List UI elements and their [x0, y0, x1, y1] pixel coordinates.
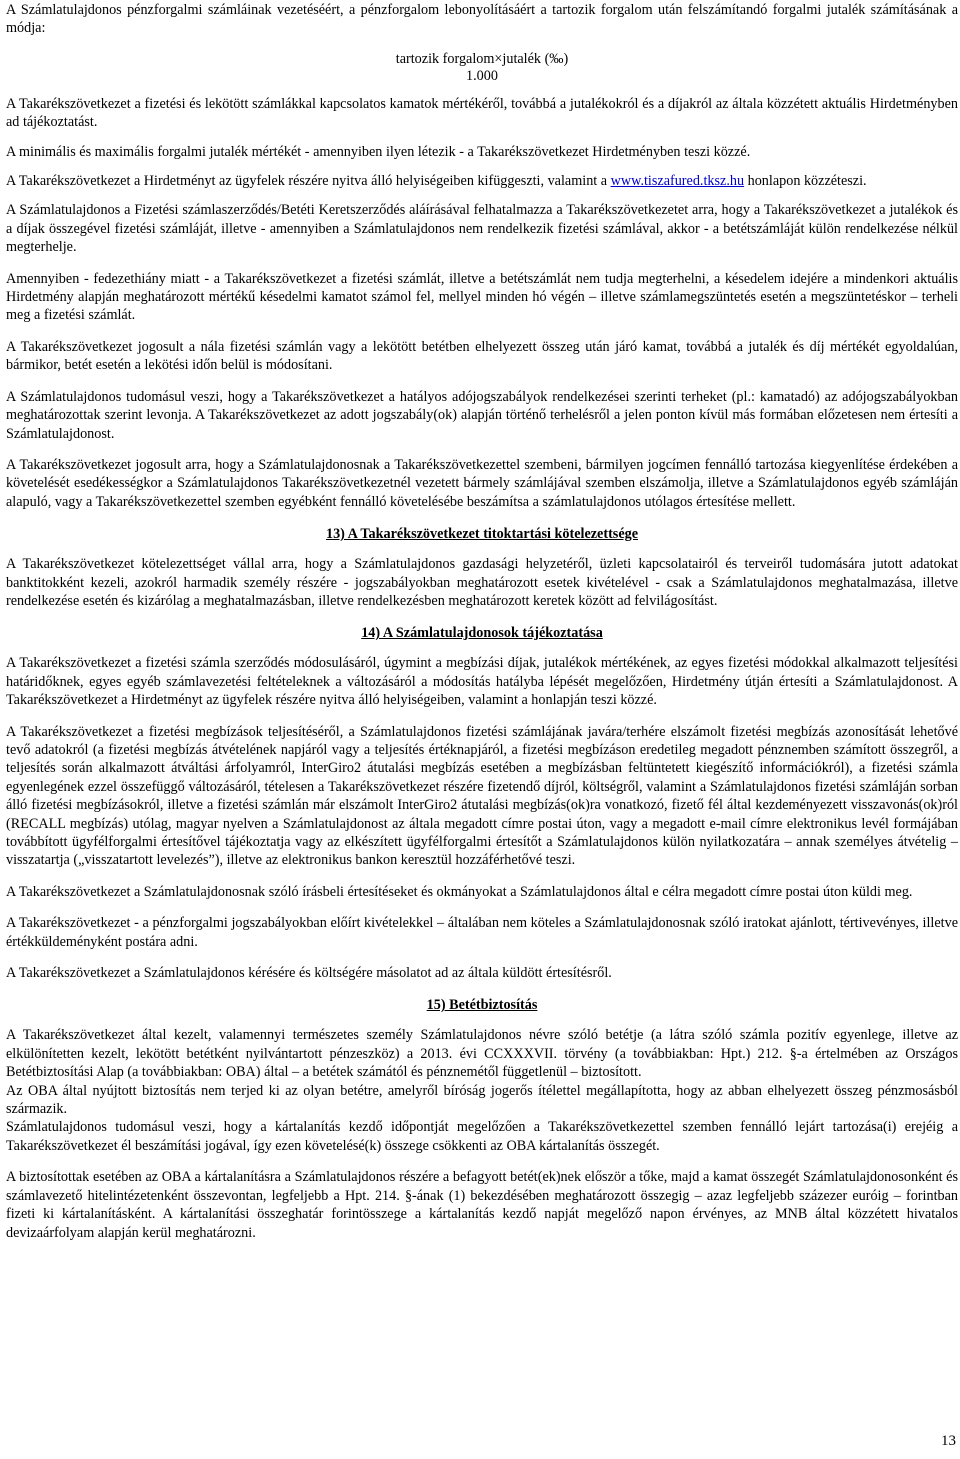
formula-numerator: tartozik forgalom×jutalék (‰) — [395, 50, 569, 67]
paragraph-min-max-fee: A minimális és maximális forgalmi jutalék mértékét - amennyiben ilyen létezik - a Takarékszövetkezet Hirdetményben teszi közzé. — [6, 143, 751, 160]
paragraph-payment-orders: A Takarékszövetkezet a fizetési megbízások teljesítéséről, a Számlatulajdonos fizetési számlájának javára/terhére elszámolt fizetési megbízás azonosítását lehetővé tevő adatokról (a fizetési megbízás átvételének napjáról vagy a teljesítés értéknapjáról, a fizetési megbízáson eredetileg megadott pénznemben számított összegről, a teljesítés során alkalmazott átváltási árfolyamról, InterGiro2 átutalási megbízás esetében a megbízásban feltüntetett kiegészítő információkról), a fizetési számla egyenlegének ezzel összefüggő változásáról, tételesen a Takarékszövetkezet részére fizetendő díjról, költségről, valamint a Számlatulajdonos fizetési számláján sorban álló fizetési megbízásokról, illetve a fizetési számlán már elszámolt InterGiro2 átutalási megbízás(ok)ra vonatkozó, fizető fél által kezdeményezett visszavonás(ok)ról (RECALL megbízás) utólag, magyar nyelven a Számlatulajdonost az általa megadott címre postai úton, vagy a megadott e-mail címre elektronikus levél formájában továbbított ügyfélforgalmi értesítővel tájékoztatja vagy az elkészített ügyfélforgalmi értesítőt a Számlatulajdonos külön nyilatkozatára – annak személyes átvételig – visszatartja („visszatartott levelezés”), illetve az elektronikus bankon keresztül hozzáférhetővé teszi. — [6, 723, 958, 869]
page-number: 13 — [941, 1433, 956, 1449]
paragraph-rate-modification: A Takarékszövetkezet jogosult a nála fizetési számlán vagy a lekötött betétben elhelyezett összeg után járó kamat, továbbá a jutalék és díj mértékét egyoldalúan, bármikor, betét esetén a lekötési időn belül is módosítani. — [6, 338, 958, 374]
website-link[interactable]: www.tiszafured.tksz.hu — [610, 173, 745, 190]
paragraph-contract-change: A Takarékszövetkezet a fizetési számla szerződés módosulásáról, úgymint a megbízási díjak, jutalékok mértékének, az egyes fizetési módokkal alkalmazott teljesítési határidőknek, egyes egyéb számlavezetési feltételeknek a változásáról a módosítás hatályba lépését megelőzően, Hirdetmény útján értesíti a Számlatulajdonost. A Takarékszövetkezet a Hirdetményt az ügyfelek részére nyitva álló helyiségeiben, valamint a honlapján teszi közzé. — [6, 655, 958, 709]
section-heading-15: 15) Betétbiztosítás — [426, 997, 538, 1014]
section-heading-14: 14) A Számlatulajdonosok tájékoztatása — [361, 625, 603, 642]
paragraph-insufficient-funds: Amennyiben - fedezethiány miatt - a Takarékszövetkezet a fizetési számlát, illetve a betétszámlát nem tudja megterhelni, a késedelem idejére a mindenkori aktuális Hirdetmény alapján meghatározott mértékű késedelmi kamatot számol fel, mellyel minden hó végén – illetve számlamegszüntetés esetén a megszüntetéskor – terheli meg a fizetési számlát. — [6, 270, 958, 324]
paragraph-interest-info: A Takarékszövetkezet a fizetési és lekötött számlákkal kapcsolatos kamatok mértékéről, továbbá a jutalékokról és a díjakról az általa közzétett aktuális Hirdetményben ad tájékoztatást. — [6, 95, 958, 131]
paragraph-announcement — [6, 172, 958, 190]
section-heading-13: 13) A Takarékszövetkezet titoktartási kötelezettsége — [325, 526, 639, 543]
paragraph-confidentiality: A Takarékszövetkezet kötelezettséget vállal arra, hogy a Számlatulajdonos gazdasági helyzetéről, üzleti kapcsolatairól és terveiről tudomására jutott adatokat banktitokként kezeli, azokról harmadik személy részére - jogszabályokban meghatározott esetek kivételével - csak a Számlatulajdonos meghatalmazása, illetve rendelkezése esetén és kizárólag a meghatalmazásban, illetve rendelkezésben meghatározott keretek között ad felvilágosítást. — [6, 556, 958, 609]
document-page — [6, 1, 958, 1242]
paragraph-oba-setoff: Számlatulajdonos tudomásul veszi, hogy a kártalanítás kezdő időpontját megelőzően a Takarékszövetkezettel szemben fennálló lejárt tartozása(i) erejéig a Takarékszövetkezet él beszámítási jogával, így ezen követelésé(k) összege csökkenti az OBA kártalanítás összegét. — [6, 1119, 958, 1154]
commission-formula — [6, 51, 958, 85]
paragraph-registered-mail: A Takarékszövetkezet - a pénzforgalmi jogszabályokban előírt kivételekkel – általában nem köteles a Számlatulajdonosnak szóló iratokat ajánlott, tértivevényes, illetve értékküldeményként postára adni. — [6, 915, 958, 950]
paragraph-setoff: A Takarékszövetkezet jogosult arra, hogy a Számlatulajdonosnak a Takarékszövetkezettel szembeni, bármilyen jogcímen fennálló tartozása kiegyenlítése érdekében a követelését esedékességkor a Számlatulajdonos Takarékszövetkezetnél vezetett bármely számlájával szemben elszámolja, illetve a Számlatulajdonos egyéb számláján alapuló, vagy a Takarékszövetkezettel szemben egyébként fennálló követelésébe beszámítsa a számlatulajdonos utólagos értesítése mellett. — [6, 456, 958, 510]
paragraph-written-notices: A Takarékszövetkezet a Számlatulajdonosnak szóló írásbeli értesítéseket és okmányokat a Számlatulajdonos által e célra megadott címre postai úton küldi meg. — [6, 883, 913, 900]
formula-denominator: 1.000 — [466, 67, 498, 84]
announcement-text-start: A Takarékszövetkezet a Hirdetményt az ügyfelek részére nyitva álló helyiségeiben kifüggeszti, valamint a — [6, 173, 611, 190]
paragraph-oba-compensation: A biztosítottak esetében az OBA a kártalanításra a Számlatulajdonos részére a befagyott betét(ek)nek először a tőke, majd a kamat összegét Számlatulajdonosonként és számlavezető hitelintézetenként összevontan, legfeljebb a Hpt. 214. §-ának (1) bekezdésében meghatározott összegig – azaz legfeljebb százezer euróig – forintban fizeti ki kártalanításként. A kártalanítási összeghatár forintösszege a kártalanítás kezdő napját megelőző napon érvényes, az MNB által közzétett hivatalos devizaárfolyam alapján kerül meghatározni. — [6, 1169, 958, 1241]
paragraph-deposit-insurance: A Takarékszövetkezet által kezelt, valamennyi természetes személy Számlatulajdonos névre szóló betétje (a látra szóló számla pozitív egyenlege, illetve az elkülönítetten kezelt, lekötött betétként nyilvántartott pénzeszköz) a 2013. évi CCXXXVII. törvény (a továbbiakban: Hpt.) 212. §-a értelmében az Országos Betétbiztosítási Alap (a továbbiakban: OBA) által – a betétek számától és pénznemétől függetlenül – biztosított. — [6, 1027, 958, 1081]
paragraph-oba-exclusion: Az OBA által nyújtott biztosítás nem terjed ki az olyan betétre, amelyről bíróság jogerős ítélettel megállapította, hogy az abban elhelyezett összeg pénzmosásból származik. — [6, 1082, 958, 1118]
paragraph-copy-request: A Takarékszövetkezet a Számlatulajdonos kérésére és költségére másolatot ad az általa küldött értesítésről. — [6, 965, 612, 982]
announcement-text-end: honlapon közzéteszi. — [744, 173, 867, 190]
paragraph-tax: A Számlatulajdonos tudomásul veszi, hogy a Takarékszövetkezet a hatályos adójogszabályok rendelkezései szerinti terheket (pl.: kamatadó) az adójogszabályokban meghatározottak szerint levonja. A Takarékszövetkezet az adott jogszabály(ok) alapján történő terhelésről a jelen ponton kívül más formában előzetesen nem értesíti a Számlatulajdonost. — [6, 388, 958, 442]
intro-paragraph: A Számlatulajdonos pénzforgalmi számláinak vezetéséért, a pénzforgalom lebonyolításáért a tartozik forgalom után felszámítandó forgalmi jutalék számításának a módja: — [6, 2, 958, 37]
paragraph-authorization: A Számlatulajdonos a Fizetési számlaszerződés/Betéti Keretszerződés aláírásával felhatalmazza a Takarékszövetkezetet arra, hogy a Takarékszövetkezet a jutalékok és a díjak összegével fizetési számláját, illetve - amennyiben a Számlatulajdonos nem rendelkezik fizetési számlával, akkor - a betétszámláját külön rendelkezése nélkül megterhelje. — [6, 202, 958, 256]
